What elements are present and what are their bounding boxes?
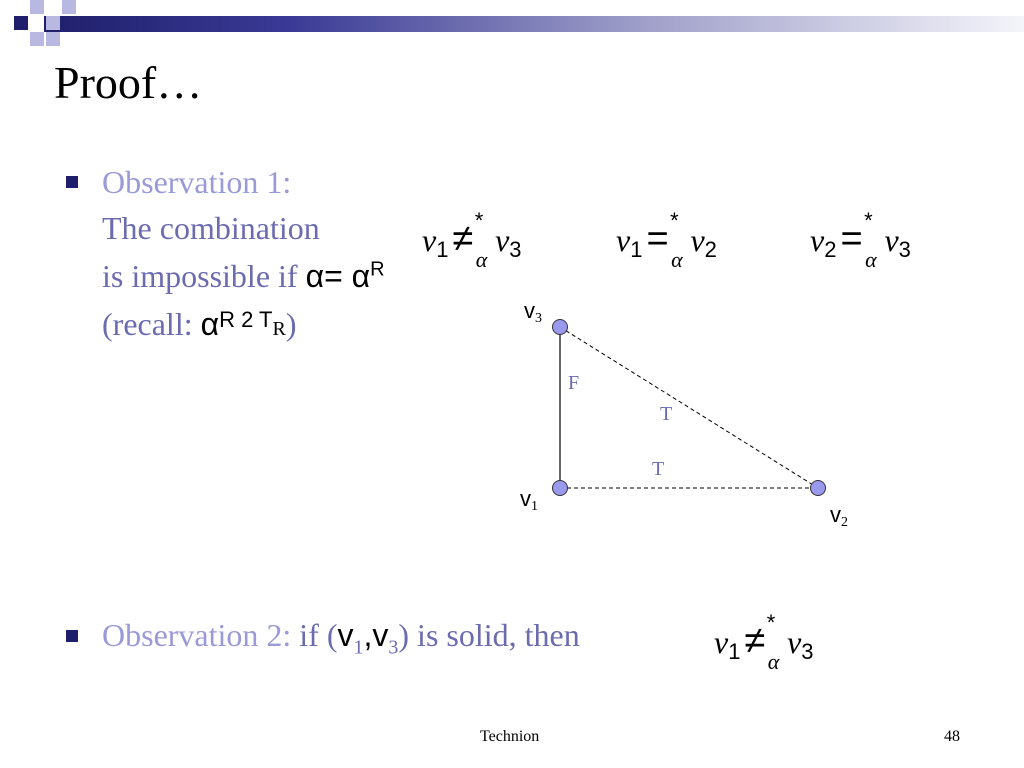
deco-square	[62, 0, 76, 14]
deco-square	[46, 16, 60, 30]
triangle-svg	[500, 290, 880, 540]
recall-alpha: α	[200, 306, 220, 342]
node-v1	[553, 481, 568, 496]
observation-1-line1: The combination	[102, 210, 320, 246]
recall-close: )	[285, 306, 297, 342]
node-label-v1: v1	[520, 486, 538, 514]
formula-3	[810, 208, 911, 272]
formula-var: v	[714, 624, 729, 660]
obs2-v1: v	[337, 617, 354, 653]
formula-var: v	[616, 222, 631, 258]
observation-1-line2	[102, 258, 385, 295]
recall-mid: R 2 T	[219, 307, 273, 332]
formula-operator: ≠ * α	[744, 610, 780, 674]
formula-2	[616, 208, 717, 272]
formula-index: 1	[630, 237, 643, 262]
obs2-rest: ) is solid, then	[398, 617, 580, 653]
observation-1-line3	[102, 306, 296, 343]
obs2-v3-sub: 3	[388, 636, 399, 659]
observation-2-heading: Observation 2:	[102, 617, 292, 653]
deco-square	[30, 32, 44, 46]
edge-label-v1-v3: F	[568, 372, 580, 394]
deco-square	[30, 0, 44, 14]
observation-1-heading: Observation 1:	[102, 164, 292, 200]
formula-var: v	[495, 222, 510, 258]
recall-sub: R	[272, 318, 286, 340]
bullet-marker	[66, 176, 78, 188]
obs2-if: if (	[291, 617, 338, 653]
deco-square	[46, 32, 60, 46]
formula-var: v	[690, 222, 705, 258]
edge-label-v1-v2: T	[652, 458, 665, 480]
alpha-equation: α= α	[305, 258, 371, 294]
node-v3	[553, 320, 568, 335]
formula-var: v	[422, 222, 437, 258]
formula-index: 3	[898, 237, 911, 262]
edge-label-v3-v2: T	[660, 403, 673, 425]
formula-var: v	[810, 222, 825, 258]
node-v2	[811, 481, 826, 496]
formula-operator: ≠ * α	[452, 208, 488, 272]
obs2-comma: ,	[363, 617, 373, 653]
deco-square	[14, 16, 28, 30]
formula-1	[422, 208, 522, 272]
node-label-v3: v3	[524, 298, 542, 326]
bullet-marker	[66, 630, 78, 642]
formula-var: v	[787, 624, 802, 660]
formula-observation-2	[714, 610, 814, 674]
triangle-diagram	[500, 290, 880, 540]
obs2-v1-sub: 1	[353, 636, 364, 659]
observation-2-line	[102, 617, 580, 659]
node-label-v2: v2	[830, 502, 848, 530]
alpha-superscript: R	[370, 258, 385, 281]
line2-prefix: is impossible if	[102, 258, 306, 294]
formula-index: 2	[704, 237, 717, 262]
formula-index: 2	[824, 237, 837, 262]
footer-institution: Technion	[480, 728, 540, 745]
header-gradient-bar	[44, 16, 1024, 32]
formula-index: 3	[509, 237, 522, 262]
formula-var: v	[884, 222, 899, 258]
footer-page-number: 48	[944, 728, 960, 745]
recall-prefix: (recall:	[102, 306, 201, 342]
edge-v3-v2	[560, 327, 818, 488]
formula-index: 1	[728, 639, 741, 664]
slide-title: Proof…	[54, 57, 203, 108]
formula-operator: = * α	[646, 208, 683, 272]
formula-operator: = * α	[840, 208, 877, 272]
formula-index: 1	[436, 237, 449, 262]
formula-index: 3	[801, 639, 814, 664]
obs2-v3: v	[372, 617, 389, 653]
